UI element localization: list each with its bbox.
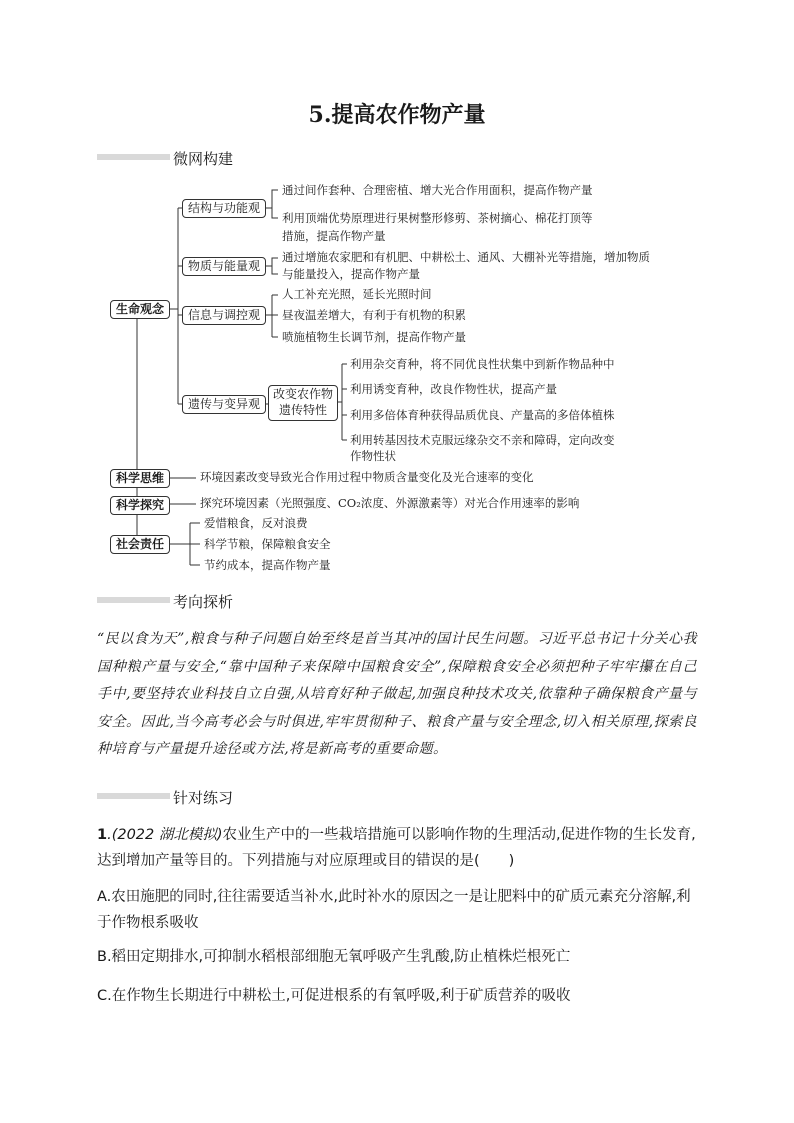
- section-bar: [97, 597, 170, 603]
- section-title: 考向探析: [173, 593, 234, 611]
- node-scientific-thinking: 科学思维: [110, 469, 170, 488]
- node-social-responsibility: 社会责任: [110, 535, 170, 554]
- option-c: C.在作物生长期进行中耕松土,可促进根系的有氧呼吸,利于矿质营养的吸收: [97, 988, 571, 1004]
- leaf-duty-2: 科学节粮，保障粮食安全: [204, 537, 331, 551]
- node-scientific-inquiry: 科学探究: [110, 496, 170, 515]
- leaf-duty-1: 爱惜粮食，反对浪费: [204, 516, 308, 530]
- section-bar: [97, 793, 170, 799]
- option-b: B.稻田定期排水,可抑制水稻根部细胞无氧呼吸产生乳酸,防止植株烂根死亡: [97, 949, 571, 965]
- leaf-heredity-3: 利用多倍体育种获得品质优良、产量高的多倍体植株: [350, 408, 615, 422]
- section-title: 针对练习: [173, 789, 234, 807]
- section-title: 微网构建: [173, 150, 234, 168]
- node-matter-energy: 物质与能量观: [182, 257, 266, 276]
- question-source: .(2022 湖北模拟): [107, 827, 223, 843]
- leaf-info-1: 人工补充光照，延长光照时间: [282, 287, 432, 301]
- node-information-regulation: 信息与调控观: [182, 306, 266, 325]
- leaf-duty-3: 节约成本，提高作物产量: [204, 558, 331, 572]
- leaf-thinking: 环境因素改变导致光合作用过程中物质含量变化及光合速率的变化: [200, 470, 534, 484]
- node-change-traits-line1: 改变农作物: [272, 387, 333, 401]
- leaf-info-2: 昼夜温差增大，有利于有机物的积累: [282, 308, 466, 322]
- leaf-info-3: 喷施植物生长调节剂，提高作物产量: [282, 330, 466, 344]
- leaf-inquiry: 探究环境因素（光照强度、CO₂浓度、外源激素等）对光合作用速率的影响: [200, 496, 580, 510]
- leaf-matter-1: 通过增施农家肥和有机肥、中耕松土、通风、大棚补光等措施，增加物质: [282, 250, 650, 264]
- leaf-matter-2: 与能量投入，提高作物产量: [282, 267, 420, 281]
- option-a: A.农田施肥的同时,往往需要适当补水,此时补水的原因之一是让肥料中的矿质元素充分溶解,利于作物根系吸收: [97, 889, 691, 931]
- leaf-heredity-5: 作物性状: [350, 449, 396, 463]
- leaf-structure-2: 利用顶端优势原理进行果树整形修剪、茶树摘心、棉花打顶等: [282, 211, 593, 225]
- node-heredity-variation: 遗传与变异观: [182, 395, 266, 414]
- question-text: 农业生产中的一些栽培措施可以影响作物的生理活动,促进作物的生长发育,达到增加产量等目的。下列措施与对应原理或目的错误的是( ): [97, 827, 696, 869]
- node-change-traits: [268, 385, 338, 421]
- leaf-structure-1: 通过间作套种、合理密植、增大光合作用面积，提高作物产量: [282, 183, 593, 197]
- node-change-traits-line2: 遗传特性: [278, 403, 327, 417]
- question-number: 1: [97, 827, 108, 843]
- leaf-heredity-1: 利用杂交育种，将不同优良性状集中到新作物品种中: [350, 357, 615, 371]
- analysis-paragraph: “民以食为天”,粮食与种子问题自始至终是首当其冲的国计民生问题。习近平总书记十分关心我国种粮产量与安全,“靠中国种子来保障中国粮食安全”,保障粮食安全必须把种子牢牢攥在自己手中,要坚持农业科技自立自强,从培育好种子做起,加强良种技术攻关,依靠种子确保粮食产量与安全。因此,当今高考必会与时俱进,牢牢贯彻种子、粮食产量与安全理念,切入相关原理,探索良种培育与产量提升途径或方法,将是新高考的重要命题。: [97, 631, 697, 757]
- page-title: 5.提高农作物产量: [308, 102, 486, 128]
- question-stem: [97, 822, 697, 874]
- node-life-view: 生命观念: [110, 300, 170, 319]
- node-structure-function: 结构与功能观: [182, 199, 266, 218]
- leaf-structure-3: 措施，提高作物产量: [282, 229, 386, 243]
- leaf-heredity-4: 利用转基因技术克服远缘杂交不亲和障碍，定向改变: [350, 433, 615, 447]
- leaf-heredity-2: 利用诱变育种，改良作物性状，提高产量: [350, 382, 557, 396]
